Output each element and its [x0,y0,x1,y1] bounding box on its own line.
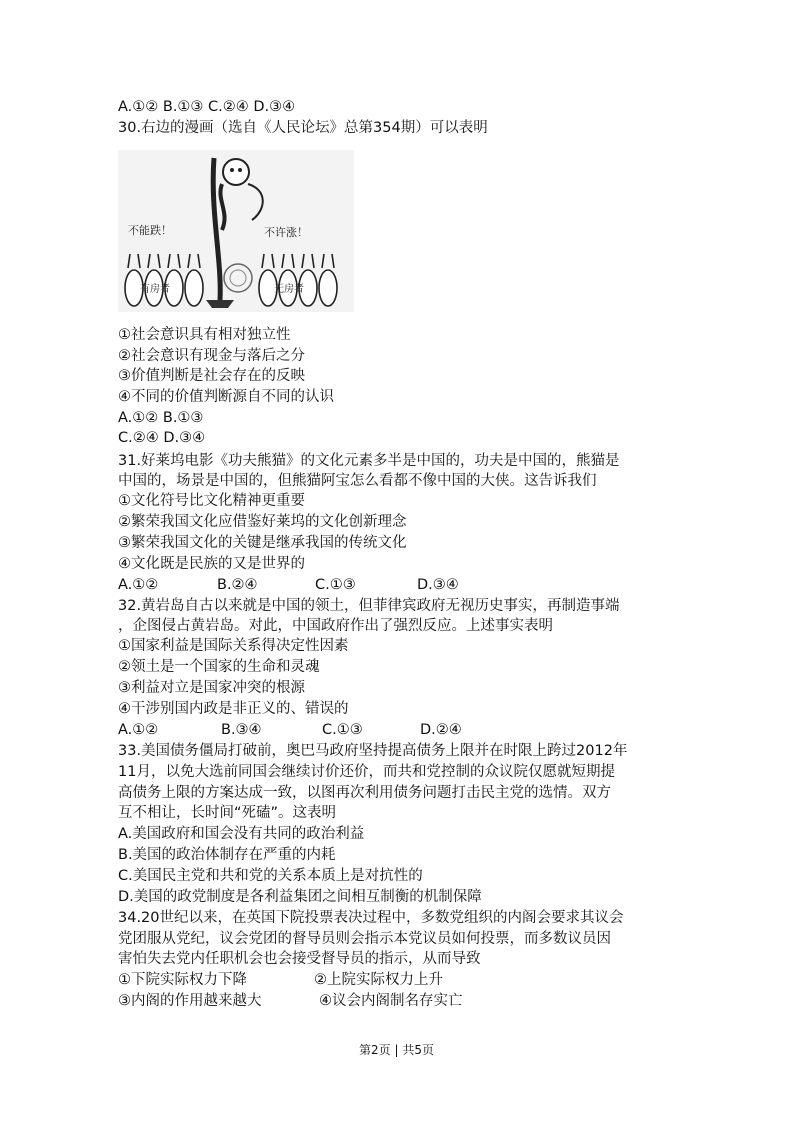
q31-option-c: C.①③ [315,577,356,593]
q32-option-c: C.①③ [322,722,363,738]
q32-item-3: ③利益对立是国家冲突的根源 [118,680,305,696]
q31-item-3: ③繁荣我国文化的关键是继承我国的传统文化 [118,535,407,551]
q30-item-3: ③价值判断是社会存在的反映 [118,368,305,384]
q33-option-a: A.美国政府和国会没有共同的政治利益 [118,826,365,842]
page-footer: 第2页 | 共5页 [359,1043,434,1057]
q32-item-1: ①国家利益是国际关系得决定性因素 [118,638,349,654]
right-group-label: 无房者 [274,284,304,295]
q32-stem-line2: ，企图侵占黄岩岛。对此，中国政府作出了强烈反应。上述事实表明 [118,618,553,634]
q30-item-4: ④不同的价值判断源自不同的认识 [118,389,334,405]
q33-stem-line4: 互不相让，长时间“死磕”。这表明 [118,805,337,821]
q31-item-1: ①文化符号比文化精神更重要 [118,493,305,509]
left-group-label: 有房者 [140,284,170,295]
q34-item-2: ②上院实际权力上升 [314,972,443,988]
q30-item-2: ②社会意识有现金与落后之分 [118,348,305,364]
q31-stem-line1: 31.好莱坞电影《功夫熊猫》的文化元素多半是中国的，功夫是中国的，熊猫是 [118,453,620,469]
q30-stem: 30.右边的漫画（选自《人民论坛》总第354期）可以表明 [118,120,488,136]
q34-item-4: ④议会内阁制名存实亡 [319,993,463,1009]
q30-item-1: ①社会意识具有相对独立性 [118,327,291,343]
cartoon-image [118,150,354,312]
q33-stem-line2: 11月，以免大选前同国会继续讨价还价，而共和党控制的众议院仅愿就短期提 [118,764,615,780]
q34-stem-line2: 党团服从党纪，议会党团的督导员则会指示本党议员如何投票，而多数议员因 [118,931,611,947]
q32-option-a: A.①② [118,722,159,738]
q32-option-b: B.③④ [221,722,262,738]
q30-options-line1: A.①② B.①③ [118,410,204,426]
q32-item-4: ④干涉别国内政是非正义的、错误的 [118,701,349,717]
q33-option-c: C.美国民主党和共和党的关系本质上是对抗性的 [118,868,423,884]
monkey-head-shape [223,159,249,185]
q31-item-4: ④文化既是民族的又是世界的 [118,556,305,572]
q33-stem-line1: 33.美国债务僵局打破前，奥巴马政府坚持提高债务上限并在时限上跨过2012年 [118,743,628,759]
q34-item-3: ③内阁的作用越来越大 [118,993,262,1009]
q34-stem-line3: 害怕失去党内任职机会也会接受督导员的指示，从而导致 [118,951,481,967]
q31-option-a: A.①② [118,577,159,593]
q31-option-b: B.②④ [217,577,258,593]
q32-option-d: D.②④ [420,722,462,738]
q31-option-d: D.③④ [417,577,459,593]
q34-item-1: ①下院实际权力下降 [118,972,247,988]
q33-stem-line3: 高债务上限的方案达成一致，以图再次利用债务问题打击民主党的选情。双方 [118,785,611,801]
q30-options-line2: C.②④ D.③④ [118,430,206,446]
cartoon-left-caption: 不能跌！ [128,224,172,237]
q31-item-2: ②繁荣我国文化应借鉴好莱坞的文化创新理念 [118,514,407,530]
cartoon-right-caption: 不许涨！ [264,226,308,239]
q31-stem-line2: 中国的，场景是中国的，但熊猫阿宝怎么看都不像中国的大侠。这告诉我们 [118,473,597,489]
q33-option-d: D.美国的政党制度是各利益集团之间相互制衡的机制保障 [118,889,482,905]
q32-stem-line1: 32.黄岩岛自古以来就是中国的领土，但菲律宾政府无视历史事实，再制造事端 [118,598,620,614]
q33-option-b: B.美国的政治体制存在严重的内耗 [118,847,336,863]
q29-options: A.①② B.①③ C.②④ D.③④ [118,99,296,115]
q32-item-2: ②领土是一个国家的生命和灵魂 [118,659,320,675]
q34-stem-line1: 34.20世纪以来，在英国下院投票表决过程中，多数党组织的内阁会要求其议会 [118,910,624,926]
